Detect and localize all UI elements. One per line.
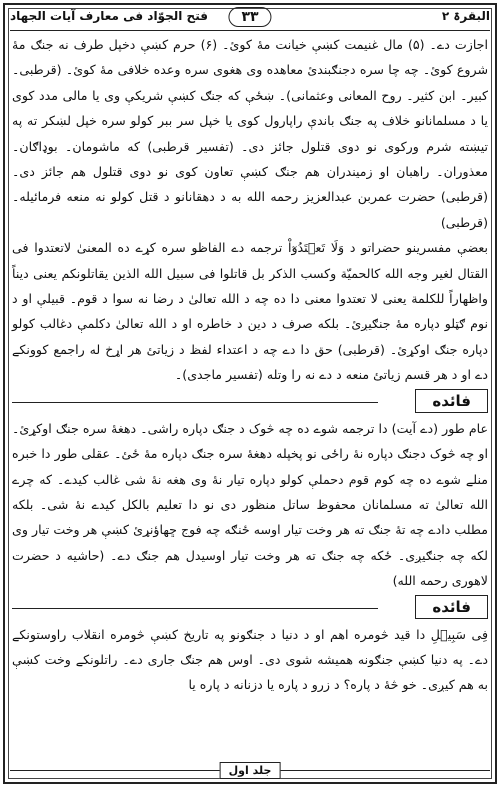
book-title: فتح الجوّاد فی معارف آیات الجهاد <box>10 9 208 23</box>
paragraph-1: اجازت دے۔ (۵) مال غنیمت کښې خیانت مهٔ کوئ۔ (۶) حرم کښې دخپل طرف نه جنګ مهٔ شروع کوئ۔ چه چا سره دجنګبندئ معاهده وی هغوی سره وعده خلافی مهٔ کوئ۔ (قرطبی۔ کبیر۔ ابن کثیر۔ روح المعانی وعثمانی)۔ ښځې که جنګ کښې شریکې وی یا مالی مدد کوی یا د مسلمانانو خلاف په جنګ باندې راپارول کوی یا خپل سر ببر کولو سره خپل لښکر ته په تیښته شرم ورکوی نو دوی قتلول جائز دی۔ (تفسیر قرطبی) که ماشومان۔ بوډاګان۔ معذوران۔ راهبان او زمیندران هم جنګ کښې تعاون کوی نو دوی قتلول هم جائز دی۔ (قرطبی) حضرت عمربن عبدالعزیز رحمه الله به د دهقانانو د قتل کولو نه منعه فرمائیله۔ (قرطبی) <box>12 37 488 230</box>
page-number: ۳۳ <box>228 7 271 27</box>
section-2-text: فِی سَبِیۡلِ دا قید څومره اهم او د دنیا د جنګونو په تاریخ کښې څومره انقلاب راوستونکے دے۔ په دنیا کښې جنګونه همیشه شوی دی۔ اوس هم جنګ جاری دے۔ راتلونکے وخت کښې به هم کیږی۔ خو څهٔ د پاره؟ د زرو د پاره یا دزنانه د پاره یا <box>12 626 488 693</box>
paragraph-2: بعضې مفسرینو حضراتو د وَلَا تَعۡتَدُوٓاْ ترجمه دے الفاظو سره کړے ده المعنیٰ لاتعتدوا فی القتال لغیر وجه الله کالحمیّة وکسب الذکر بل قاتلوا فی سبیل الله الذین یقاتلونکم یعنی دیناً واظهاراً للکلمة یعنی لا تعتدوا معنی دا ده چه د الله تعالیٰ د رضا نه سوا د قوم۔ قبیلې او د نوم ګټلو دپاره مهٔ جنګیږئ۔ بلکه صرف د دین د خاطره او د الله تعالیٰ دکلمې دغالب کولو دپاره جنګ اوکړئ۔ (قرطبی) حق دا دے چه د اعتداء لفظ د زیاتئ هر اړخ له راجمع کوونکے دے او د هر قسم زیاتئ منعه د دے نه را وتله (تفسیر ماجدی)۔ <box>12 240 488 383</box>
section-2-heading: فائده <box>415 595 488 619</box>
page-header <box>10 6 490 31</box>
surah-label: البقرۃ ۲ <box>441 9 490 23</box>
page-content <box>12 32 488 759</box>
page-footer <box>0 761 500 781</box>
section-1-heading: فائده <box>415 389 488 413</box>
section-1-rule <box>12 402 378 403</box>
section-1-heading-row <box>12 388 488 416</box>
volume-label: جلد اول <box>220 762 281 779</box>
section-2-rule <box>12 608 378 609</box>
section-1-text: عام طور (دے آیت) دا ترجمه شوے ده چه څوک د جنګ دپاره راشی۔ دهغهٔ سره جنګ اوکړئ۔ او چه څوک دجنګ دپاره نهٔ راځی نو پخپله دهغهٔ سره جنګ دپاره مهٔ ځئ۔ عقلی طور دا خبره منلے شوے ده چه کوم قوم دحملې کولو دپاره تیار نهٔ وی هغه نهٔ شی غالب کیدے۔ که چرے الله تعالیٰ ته مسلمانان محفوظ ساتل منظور دی نو دا تعلیم بالکل کیدے نهٔ شی۔ بلکه مطلب دادے چه تهٔ جنګ ته هر وخت تیار اوسه ځنګه چه فوج ڇهاؤنړئ کښې هر وخت تیار وی لکه چه جنګیږی۔ ځکه چه جنګ ته هر وخت تیار اوسیدل هم جنګ دے۔ (حاشیه د حضرت لاهوری رحمه الله) <box>12 420 488 589</box>
section-2-heading-row <box>12 594 488 622</box>
